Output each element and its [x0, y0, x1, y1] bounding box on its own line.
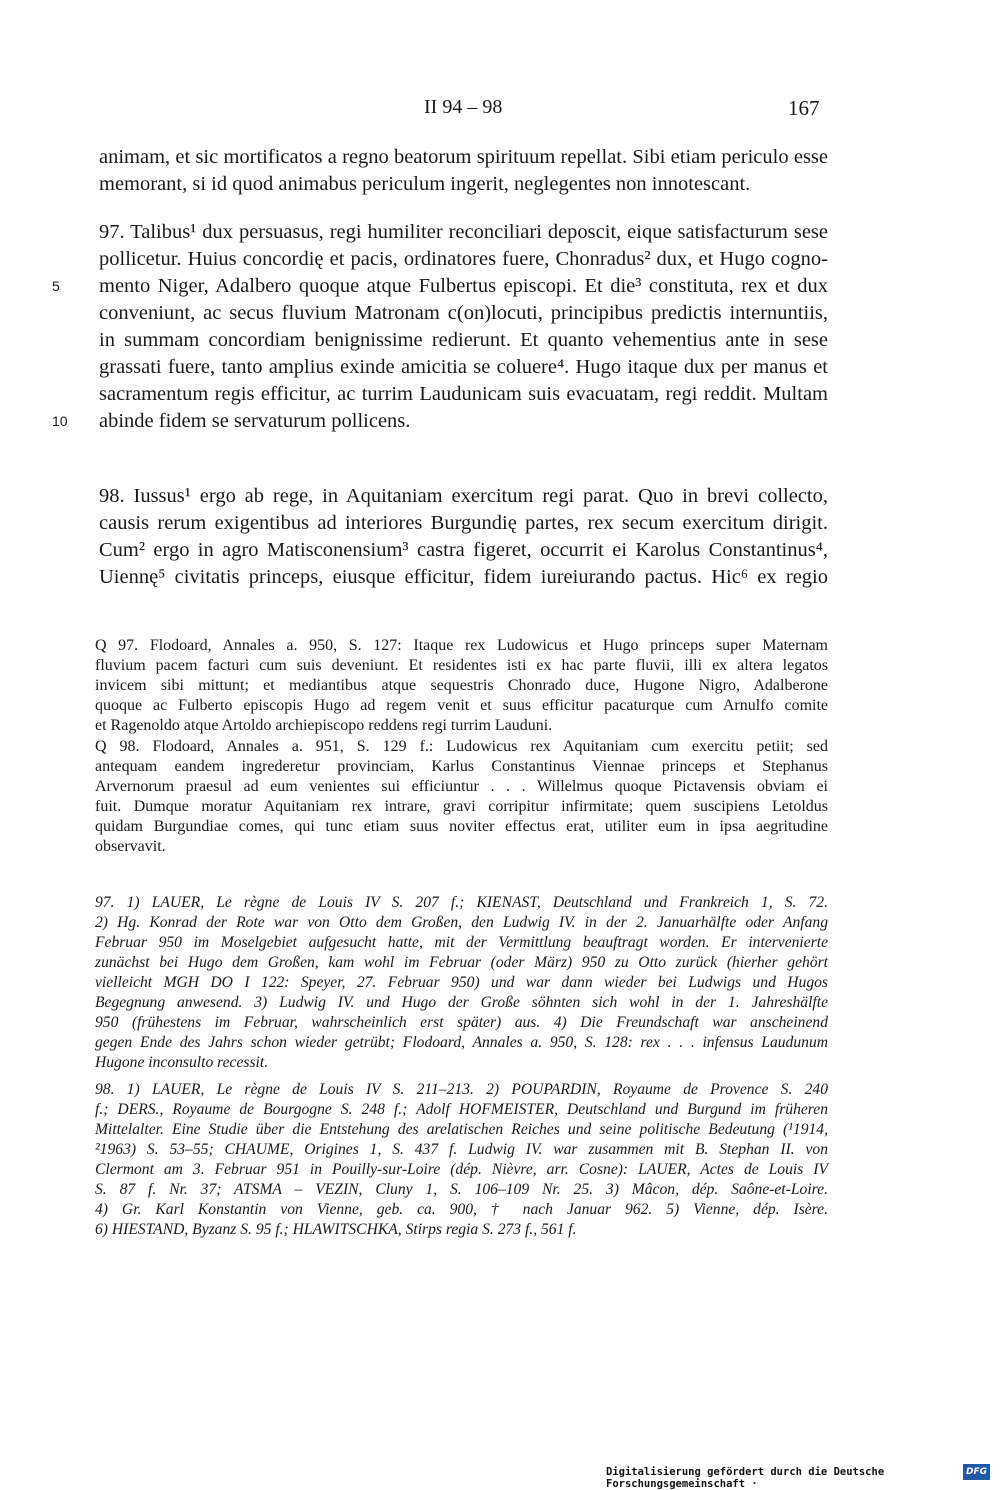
- main-line: mento Niger, Adalbero quoque atque Fulbertus episcopi. Et die³ constituta, rex et dux: [99, 275, 828, 297]
- source-line: et Ragenoldo atque Artoldo archiepiscopo reddens regi turrim Lauduni.: [95, 717, 553, 734]
- main-line: grassati fuere, tanto amplius exinde amicitia se coluere⁴. Hugo itaque dux per manus et: [99, 356, 828, 378]
- main-line: 98. Iussus¹ ergo ab rege, in Aquitaniam exercitum regi parat. Quo in brevi collecto,: [99, 485, 828, 507]
- source-line: Q 97. Flodoard, Annales a. 950, S. 127: Itaque rex Ludowicus et Hugo princeps super Maternam: [95, 637, 828, 654]
- note-line: 950 (frühestens im Februar, wahrscheinlich erst später) aus. 4) Die Freundschaft war anscheinend: [95, 1014, 828, 1031]
- source-line: Arvernorum praesul ad eum venientes sui efficiuntur . . . Willelmus quoque Pictavensis obviam ei: [95, 778, 828, 795]
- note-line: 6) HIESTAND, Byzanz S. 95 f.; HLAWITSCHKA, Stirps regia S. 273 f., 561 f.: [95, 1221, 577, 1238]
- source-line: fuit. Dumque moratur Aquitaniam rex intrare, gravi corripitur infirmitate; quem suscipiens Letoldus: [95, 798, 828, 815]
- main-line: conveniunt, ac secus fluvium Matronam c(on)locuti, principibus predictis internuntiis,: [99, 302, 828, 324]
- note-line: vielleicht MGH DO I 122: Speyer, 27. Februar 950) und war dann wieder bei Ludwigs und Hugos: [95, 974, 828, 991]
- note-line: ²1963) S. 53–55; CHAUME, Origines 1, S. 437 f. Ludwig IV. war zusammen mit B. Stephan II. von: [95, 1141, 828, 1158]
- note-line: Hugone inconsulto recessit.: [95, 1054, 269, 1071]
- note-line: f.; DERS., Royaume de Bourgogne S. 248 f.; Adolf HOFMEISTER, Deutschland und Burgund im früheren: [95, 1101, 828, 1118]
- source-line: fluvium pacem facturi cum suis deveniunt. Et residentes isti ex hac parte fluvii, illi ex altera legatos: [95, 657, 828, 674]
- note-line: 2) Hg. Konrad der Rote war von Otto dem Großen, den Ludwig IV. in der 2. Januarhälfte oder Anfang: [95, 914, 828, 931]
- source-line: quidam Burgundiae comes, qui tunc etiam suus noviter effectus erat, utiliter eum in ipsa aegritudine: [95, 818, 828, 835]
- source-line: invicem sibi mittunt; et mediantibus atque sequestris Chonrado duce, Hugone Nigro, Adalberone: [95, 677, 828, 694]
- main-line: causis rerum exigentibus ad interiores Burgundię partes, rex secum exercitum dirigit.: [99, 512, 828, 534]
- note-line: 97. 1) LAUER, Le règne de Louis IV S. 207 f.; KIENAST, Deutschland und Frankreich 1, S. 72.: [95, 894, 828, 911]
- note-line: Februar 950 im Moselgebiet aufgesucht hatte, mit der Vermittlung beauftragt worden. Er intervenierte: [95, 934, 828, 951]
- note-line: 4) Gr. Karl Konstantin von Vienne, geb. ca. 900, † nach Januar 962. 5) Vienne, dép. Isère.: [95, 1201, 828, 1218]
- main-line: animam, et sic mortificatos a regno beatorum spirituum repellat. Sibi etiam periculo esse: [99, 146, 828, 168]
- note-line: zunächst bei Hugo dem Großen, kam wohl im Februar (oder März) 950 zu Otto zurück (hierher gehört: [95, 954, 828, 971]
- note-line: S. 87 f. Nr. 37; ATSMA – VEZIN, Cluny 1, S. 106–109 Nr. 25. 3) Mâcon, dép. Saône-et-Loire.: [95, 1181, 828, 1198]
- line-number: 10: [52, 413, 68, 429]
- source-line: Q 98. Flodoard, Annales a. 951, S. 129 f.: Ludowicus rex Aquitaniam cum exercitu petiit; sed: [95, 738, 828, 755]
- main-line: 97. Talibus¹ dux persuasus, regi humiliter reconciliari deposcit, eique satisfacturum sese: [99, 221, 828, 243]
- running-title: II 94 – 98: [424, 96, 503, 118]
- main-line: Cum² ergo in agro Matisconensium³ castra figeret, occurrit ei Karolus Constantinus⁴,: [99, 539, 828, 561]
- main-line: sacramentum regis efficitur, ac turrim Laudunicam suis evacuatam, regi reddit. Multam: [99, 383, 828, 405]
- digitization-credit: Digitalisierung gefördert durch die Deutsche Forschungsgemeinschaft ·: [606, 1466, 885, 1490]
- note-line: Mittelalter. Eine Studie über die Entstehung des arelatischen Reiches und seine politische Bedeutung (¹1914,: [95, 1121, 828, 1138]
- main-line: Uiennę⁵ civitatis princeps, eiusque efficitur, fidem iureiurando pactus. Hic⁶ ex regio: [99, 566, 828, 588]
- source-line: quoque ac Fulberto episcopis Hugo ad regem venit et suus efficitur pacaturque cum Arnulfo comite: [95, 697, 828, 714]
- main-line: pollicetur. Huius concordię et pacis, ordinatores fuere, Chonradus² dux, et Hugo cogno-: [99, 248, 828, 270]
- page-number: 167: [788, 96, 820, 120]
- dfg-logo: DFG: [963, 1464, 990, 1480]
- main-line: memorant, si id quod animabus periculum ingerit, neglegentes non innotescant.: [99, 173, 751, 195]
- source-line: antequam eandem ingrederetur provinciam, Karlus Constantinus Viennae princeps et Stephanus: [95, 758, 828, 775]
- line-number: 5: [52, 278, 60, 294]
- main-line: in summam concordiam benignissime redierunt. Et quanto vehementius ante in sese: [99, 329, 828, 351]
- source-line: observavit.: [95, 838, 166, 855]
- note-line: 98. 1) LAUER, Le règne de Louis IV S. 211–213. 2) POUPARDIN, Royaume de Provence S. 240: [95, 1081, 828, 1098]
- note-line: Begegnung anwesend. 3) Ludwig IV. und Hugo der Große söhnten sich wohl in der 1. Jahreshälfte: [95, 994, 828, 1011]
- main-line: abinde fidem se servaturum pollicens.: [99, 410, 411, 432]
- note-line: Clermont am 3. Februar 951 in Pouilly-sur-Loire (dép. Nièvre, arr. Cosne): LAUER, Actes de Louis IV: [95, 1161, 828, 1178]
- note-line: gegen Ende des Jahrs schon wieder getrübt; Flodoard, Annales a. 950, S. 128: rex . . . infensus Laudunum: [95, 1034, 828, 1051]
